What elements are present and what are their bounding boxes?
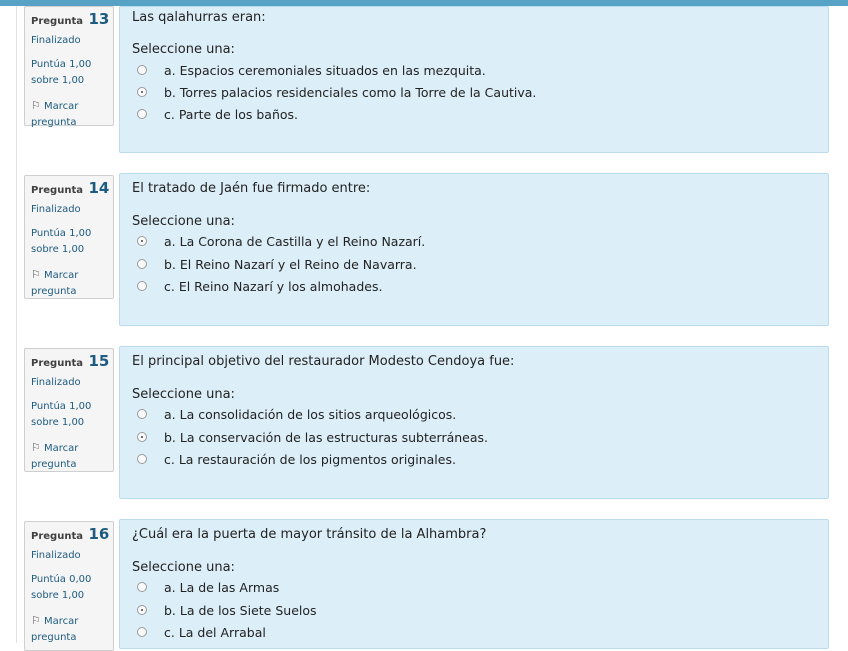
radio-button[interactable] <box>137 627 147 637</box>
radio-button[interactable] <box>137 582 147 592</box>
radio-button-selected[interactable] <box>137 432 147 442</box>
answer-option-c[interactable]: c. La restauración de los pigmentos originales. <box>137 450 456 468</box>
question-content <box>119 519 829 649</box>
radio-button[interactable] <box>137 65 147 75</box>
question-number: Pregunta 16 <box>31 525 110 543</box>
question-number: Pregunta 13 <box>31 10 110 28</box>
question-grade: Puntúa 1,00 sobre 1,00 <box>31 59 92 86</box>
answer-option-b[interactable]: b. La de los Siete Suelos <box>137 601 317 619</box>
flag-question-link[interactable]: ⚐ Marcar pregunta <box>31 99 79 128</box>
radio-button-selected[interactable] <box>137 236 147 246</box>
question-number: Pregunta 14 <box>31 179 110 197</box>
answer-option-c[interactable]: c. Parte de los baños. <box>137 105 298 123</box>
question-grade: Puntúa 0,00 sobre 1,00 <box>31 574 92 601</box>
flag-icon: ⚐ <box>31 441 41 454</box>
question-number: Pregunta 15 <box>31 352 110 370</box>
question-text: Las qalahurras eran: <box>132 10 266 25</box>
question-state: Finalizado <box>31 35 81 46</box>
flag-question-link[interactable]: ⚐ Marcar pregunta <box>31 268 79 297</box>
answer-option-b[interactable]: b. La conservación de las estructuras subterráneas. <box>137 428 488 446</box>
answer-prompt: Seleccione una: <box>132 214 235 229</box>
radio-button[interactable] <box>137 454 147 464</box>
radio-button[interactable] <box>137 409 147 419</box>
flag-question-link[interactable]: ⚐ Marcar pregunta <box>31 441 79 470</box>
answer-option-c[interactable]: c. El Reino Nazarí y los almohades. <box>137 277 382 295</box>
question-info <box>24 521 114 651</box>
flag-icon: ⚐ <box>31 614 41 627</box>
question-grade: Puntúa 1,00 sobre 1,00 <box>31 228 92 255</box>
answer-option-b[interactable]: b. El Reino Nazarí y el Reino de Navarra. <box>137 255 417 273</box>
question-state: Finalizado <box>31 204 81 215</box>
question-content <box>119 6 829 153</box>
question-info <box>24 348 114 472</box>
question-info <box>24 175 114 299</box>
radio-button[interactable] <box>137 281 147 291</box>
flag-icon: ⚐ <box>31 268 41 281</box>
question-info <box>24 6 114 126</box>
question-text: ¿Cuál era la puerta de mayor tránsito de la Alhambra? <box>132 527 487 542</box>
question-content <box>119 346 829 499</box>
answer-option-a[interactable]: a. La Corona de Castilla y el Reino Nazarí. <box>137 232 425 250</box>
question-content <box>119 173 829 326</box>
answer-option-a[interactable]: a. Espacios ceremoniales situados en las mezquita. <box>137 61 486 79</box>
flag-icon: ⚐ <box>31 99 41 112</box>
question-state: Finalizado <box>31 377 81 388</box>
answer-option-b[interactable]: b. Torres palacios residenciales como la Torre de la Cautiva. <box>137 83 536 101</box>
question-text: El tratado de Jaén fue firmado entre: <box>132 181 371 196</box>
radio-button[interactable] <box>137 259 147 269</box>
answer-option-a[interactable]: a. La de las Armas <box>137 578 279 596</box>
question-state: Finalizado <box>31 550 81 561</box>
answer-prompt: Seleccione una: <box>132 42 235 57</box>
radio-button[interactable] <box>137 109 147 119</box>
question-text: El principal objetivo del restaurador Modesto Cendoya fue: <box>132 354 515 369</box>
flag-question-link[interactable]: ⚐ Marcar pregunta <box>31 614 79 643</box>
answer-prompt: Seleccione una: <box>132 560 235 575</box>
question-grade: Puntúa 1,00 sobre 1,00 <box>31 401 92 428</box>
answer-option-c[interactable]: c. La del Arrabal <box>137 623 266 641</box>
answer-prompt: Seleccione una: <box>132 387 235 402</box>
radio-button-selected[interactable] <box>137 87 147 97</box>
radio-button-selected[interactable] <box>137 605 147 615</box>
answer-option-a[interactable]: a. La consolidación de los sitios arqueológicos. <box>137 405 456 423</box>
